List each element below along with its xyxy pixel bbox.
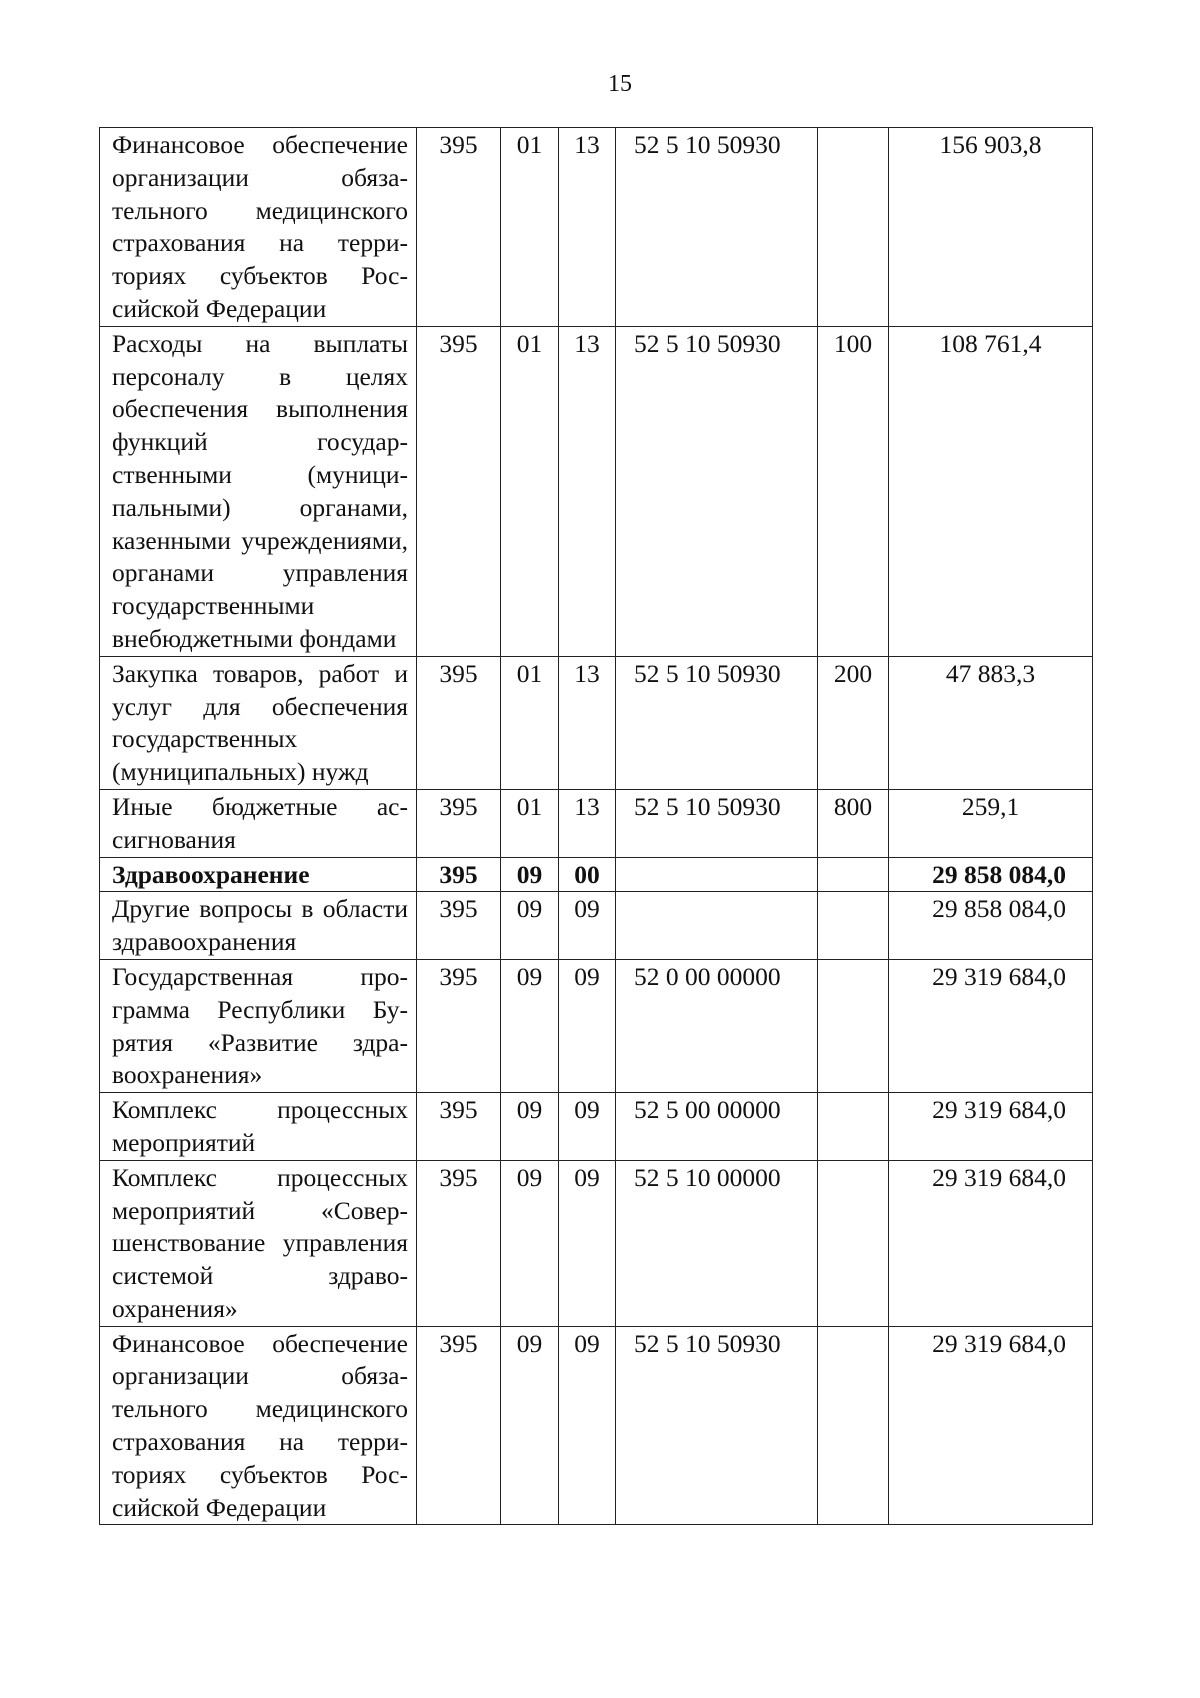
expense-name-cell: Комплекс процессных мероприятий [100, 1093, 417, 1161]
subsection-cell: 09 [559, 1093, 616, 1161]
section-cell: 09 [501, 1326, 559, 1525]
section-cell: 01 [501, 789, 559, 857]
expense-type-cell [818, 1160, 889, 1326]
amount-cell: 29 319 684,0 [889, 959, 1093, 1092]
target-article-cell: 52 5 10 50930 [616, 656, 818, 789]
expense-type-cell: 800 [818, 789, 889, 857]
grbs-cell: 395 [417, 656, 501, 789]
table-row [100, 1326, 1093, 1525]
subsection-cell: 09 [559, 1326, 616, 1525]
amount-cell: 259,1 [889, 789, 1093, 857]
amount-cell: 29 858 084,0 [889, 857, 1093, 892]
target-article-cell: 52 5 10 50930 [616, 789, 818, 857]
subsection-cell: 13 [559, 326, 616, 656]
subsection-cell: 09 [559, 959, 616, 1092]
expense-name-cell: Государственная программа Республики Бурятия «Развитие здравоохранения» [100, 959, 417, 1092]
subsection-cell: 00 [559, 857, 616, 892]
expense-type-cell [818, 892, 889, 960]
section-cell: 09 [501, 892, 559, 960]
expense-name-cell: Расходы на выплаты персоналу в целях обеспечения выполнения функций государственными (муниципальными) органами, казенными учреждениями, органами управления государственными внебюджетными фондами [100, 326, 417, 656]
table-row [100, 1093, 1093, 1161]
expense-type-cell [818, 128, 889, 327]
amount-cell: 29 319 684,0 [889, 1160, 1093, 1326]
grbs-cell: 395 [417, 1160, 501, 1326]
subsection-cell: 13 [559, 789, 616, 857]
grbs-cell: 395 [417, 959, 501, 1092]
target-article-cell [616, 857, 818, 892]
table-body [100, 128, 1093, 1525]
expense-name-cell: Комплекс процессных мероприятий «Совершенствование управления системой здравоохранения» [100, 1160, 417, 1326]
amount-cell: 29 319 684,0 [889, 1326, 1093, 1525]
grbs-cell: 395 [417, 326, 501, 656]
grbs-cell: 395 [417, 1093, 501, 1161]
table-row [100, 789, 1093, 857]
expense-type-cell [818, 1093, 889, 1161]
table-row [100, 959, 1093, 1092]
amount-cell: 29 858 084,0 [889, 892, 1093, 960]
amount-cell: 156 903,8 [889, 128, 1093, 327]
section-cell: 09 [501, 1160, 559, 1326]
expense-type-cell [818, 1326, 889, 1525]
amount-cell: 29 319 684,0 [889, 1093, 1093, 1161]
table-row [100, 857, 1093, 892]
expense-type-cell [818, 857, 889, 892]
section-cell: 09 [501, 959, 559, 1092]
amount-cell: 47 883,3 [889, 656, 1093, 789]
grbs-cell: 395 [417, 789, 501, 857]
expense-name-cell: Финансовое обеспечение организации обязательного медицинского страхования на территориях субъектов Российской Федерации [100, 1326, 417, 1525]
table-row [100, 326, 1093, 656]
target-article-cell: 52 5 10 50930 [616, 326, 818, 656]
expense-name-cell: Иные бюджетные ассигнования [100, 789, 417, 857]
table-row [100, 892, 1093, 960]
target-article-cell: 52 5 10 00000 [616, 1160, 818, 1326]
expense-type-cell: 100 [818, 326, 889, 656]
expense-type-cell: 200 [818, 656, 889, 789]
target-article-cell: 52 0 00 00000 [616, 959, 818, 1092]
expense-name-cell: Здравоохранение [100, 857, 417, 892]
section-cell: 01 [501, 326, 559, 656]
expense-name-cell: Закупка товаров, работ и услуг для обеспечения государственных (муниципальных) нужд [100, 656, 417, 789]
section-cell: 01 [501, 656, 559, 789]
target-article-cell [616, 892, 818, 960]
grbs-cell: 395 [417, 128, 501, 327]
subsection-cell: 09 [559, 892, 616, 960]
section-cell: 09 [501, 857, 559, 892]
section-cell: 09 [501, 1093, 559, 1161]
table-row [100, 1160, 1093, 1326]
target-article-cell: 52 5 10 50930 [616, 128, 818, 327]
expense-name-cell: Финансовое обеспечение организации обязательного медицинского страхования на территориях субъектов Российской Федерации [100, 128, 417, 327]
table-row [100, 656, 1093, 789]
target-article-cell: 52 5 00 00000 [616, 1093, 818, 1161]
budget-table [99, 127, 1093, 1525]
subsection-cell: 13 [559, 656, 616, 789]
subsection-cell: 09 [559, 1160, 616, 1326]
subsection-cell: 13 [559, 128, 616, 327]
expense-name-cell: Другие вопросы в области здравоохранения [100, 892, 417, 960]
section-cell: 01 [501, 128, 559, 327]
amount-cell: 108 761,4 [889, 326, 1093, 656]
grbs-cell: 395 [417, 1326, 501, 1525]
page-number: 15 [608, 71, 632, 97]
table-row [100, 128, 1093, 327]
expense-type-cell [818, 959, 889, 1092]
grbs-cell: 395 [417, 857, 501, 892]
grbs-cell: 395 [417, 892, 501, 960]
target-article-cell: 52 5 10 50930 [616, 1326, 818, 1525]
